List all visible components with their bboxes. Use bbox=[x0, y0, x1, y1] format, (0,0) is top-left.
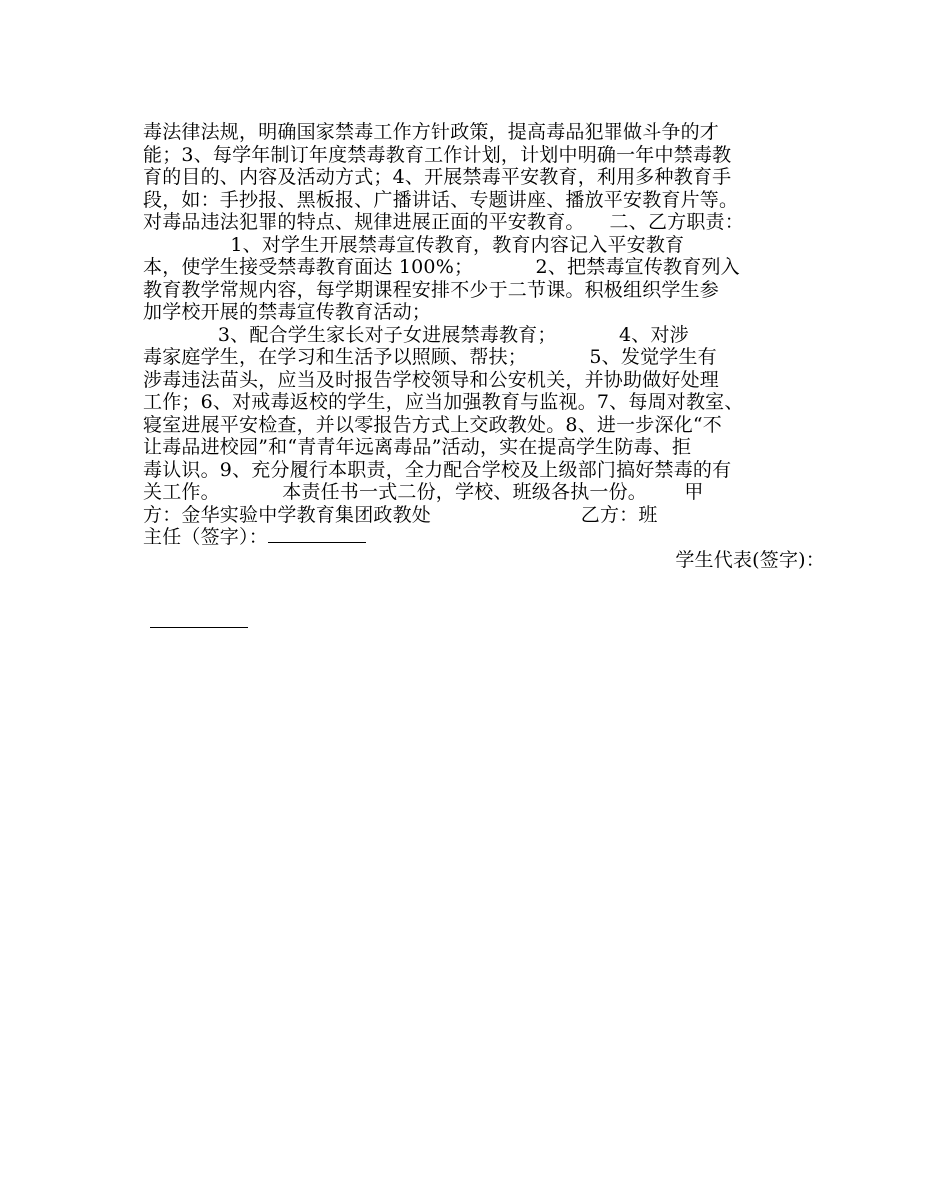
text-line: 寝室进展平安检查，并以零报告方式上交政教处。8、进一步深化“不 bbox=[143, 413, 723, 436]
text-line: 能；3、每学年制订年度禁毒教育工作计划，计划中明确一年中禁毒教 bbox=[143, 143, 732, 166]
text-line: 方：金华实验中学教育集团政教处 乙方：班 bbox=[143, 503, 658, 526]
text-line: 1、对学生开展禁毒宣传教育，教育内容记入平安教育 bbox=[143, 233, 685, 256]
document-body bbox=[143, 121, 843, 571]
text-line: 本，使学生接受禁毒教育面达 100%； 2、把禁毒宣传教育列入 bbox=[143, 256, 740, 278]
text-line: 毒法律法规，明确国家禁毒工作方针政策，提高毒品犯罪做斗争的才 bbox=[143, 121, 720, 143]
text-line: 毒认识。9、充分履行本职责，全力配合学校及上级部门搞好禁毒的有 bbox=[143, 458, 732, 481]
text-line: 工作；6、对戒毒返校的学生，应当加强教育与监视。7、每周对教室、 bbox=[143, 391, 744, 413]
text-line: 教育教学常规内容，每学期课程安排不少于二节课。积极组织学生参 bbox=[143, 278, 720, 301]
class-teacher-signature-blank bbox=[268, 526, 366, 543]
text-line: 关工作。 本责任书一式二份，学校、班级各执一份。 甲 bbox=[143, 481, 704, 503]
student-rep-signature-blank bbox=[150, 627, 248, 628]
text-line: 育的目的、内容及活动方式；4、开展禁毒平安教育，利用多种教育手 bbox=[143, 166, 732, 188]
text-line: 对毒品违法犯罪的特点、规律进展正面的平安教育。 二、乙方职责： bbox=[143, 211, 744, 233]
text-line: 3、配合学生家长对子女进展禁毒教育； 4、对涉 bbox=[143, 323, 689, 346]
student-rep-signature-line bbox=[143, 549, 843, 572]
class-teacher-signature-line bbox=[143, 526, 843, 549]
text-line: 涉毒违法苗头，应当及时报告学校领导和公安机关，并协助做好处理 bbox=[143, 368, 720, 391]
text-line: 让毒品进校园”和“青青年远离毒品”活动，实在提高学生防毒、拒 bbox=[143, 436, 692, 458]
text-line: 加学校开展的禁毒宣传教育活动； bbox=[143, 301, 432, 323]
text-line: 段，如：手抄报、黑板报、广播讲话、专题讲座、播放平安教育片等。 bbox=[143, 188, 739, 211]
class-teacher-signature-label: 主任（签字）： bbox=[143, 526, 268, 548]
student-rep-signature-label: 学生代表(签字)： bbox=[675, 548, 825, 571]
text-line: 毒家庭学生，在学习和生活予以照顾、帮扶； 5、发觉学生有 bbox=[143, 346, 717, 368]
